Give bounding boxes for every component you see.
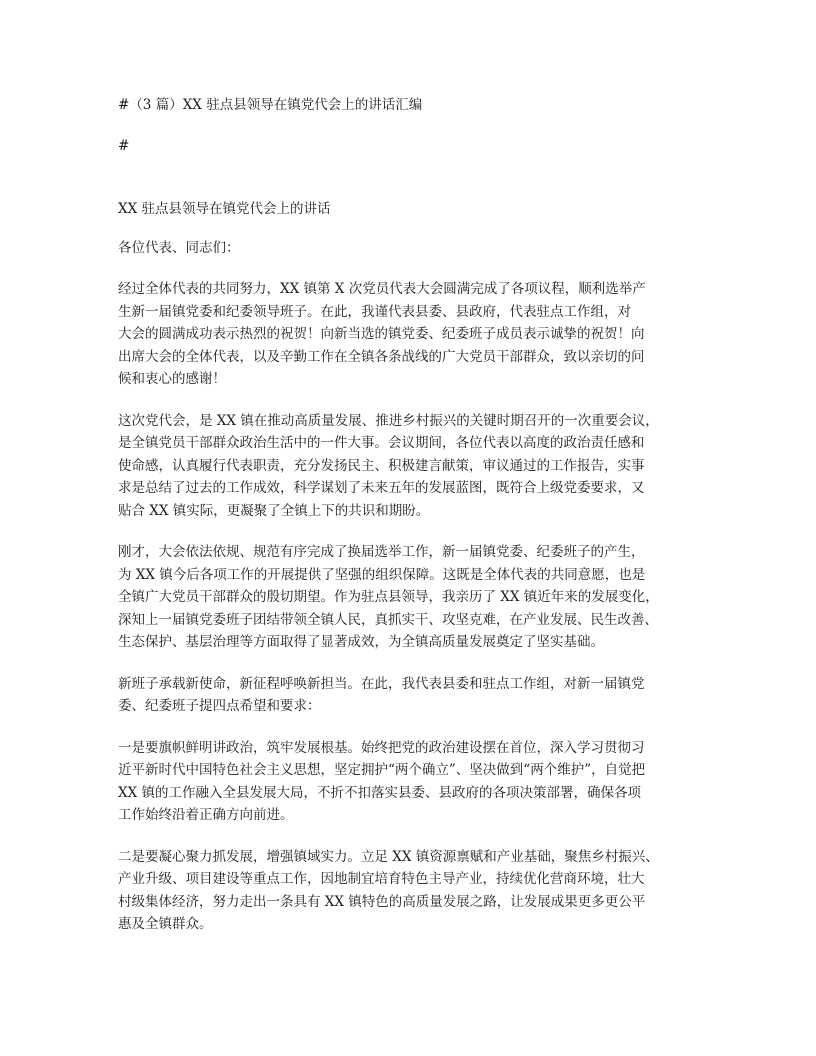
paragraph-line: 是全镇党员干部群众政治生活中的一件大事。会议期间，各位代表以高度的政治责任感和 bbox=[118, 435, 645, 451]
paragraph bbox=[118, 846, 700, 936]
paragraph-line: 生新一届镇党委和纪委领导班子。在此，我谨代表县委、县政府，代表驻点工作组，对 bbox=[118, 303, 631, 320]
paragraph-line: 刚才，大会依法依规、规范有序完成了换届选举工作，新一届镇党委、纪委班子的产生， bbox=[118, 544, 645, 560]
paragraph-line: 二是要凝心聚力抓发展，增强镇域实力。立足 XX 镇资源禀赋和产业基础，聚焦乡村振兴、 bbox=[118, 848, 659, 865]
paragraph-line: 经过全体代表的共同努力，XX 镇第 X 次党员代表大会圆满完成了各项议程，顺利选举产 bbox=[118, 281, 646, 297]
hash-marker: # bbox=[118, 137, 130, 154]
paragraph bbox=[118, 410, 700, 523]
paragraph-line: 产业升级、项目建设等重点工作，因地制宜培育特色主导产业，持续优化营商环境，壮大 bbox=[118, 871, 645, 887]
paragraph bbox=[118, 278, 700, 391]
paragraph bbox=[118, 737, 700, 827]
paragraph-line: 为 XX 镇今后各项工作的开展提供了坚强的组织保障。这既是全体代表的共同意愿，也是 bbox=[118, 566, 646, 583]
paragraph-line: 出席大会的全体代表，以及辛勤工作在全镇各条战线的广大党员干部群众，致以亲切的问 bbox=[118, 348, 645, 365]
greeting: 各位代表、同志们： bbox=[118, 239, 240, 256]
paragraph-line: 这次党代会，是 XX 镇在推动高质量发展、推进乡村振兴的关键时期召开的一次重要会议， bbox=[118, 412, 659, 429]
paragraph-line: 贴合 XX 镇实际，更凝聚了全镇上下的共识和期盼。 bbox=[118, 502, 430, 519]
paragraph-line: 村级集体经济，努力走出一条具有 XX 镇特色的高质量发展之路，让发展成果更多更公平 bbox=[118, 893, 646, 910]
document-title: #（3 篇）XX 驻点县领导在镇党代会上的讲话汇编 bbox=[118, 97, 423, 113]
paragraph-line: 全镇广大党员干部群众的殷切期望。作为驻点县领导，我亲历了 XX 镇近年来的发展变化， bbox=[118, 589, 659, 605]
paragraph-line: 候和衷心的感谢！ bbox=[118, 371, 226, 387]
paragraph-line: 工作始终沿着正确方向前进。 bbox=[118, 807, 294, 823]
paragraph-line: 惠及全镇群众。 bbox=[118, 916, 213, 932]
speech-title: XX 驻点县领导在镇党代会上的讲话 bbox=[118, 201, 331, 217]
paragraph bbox=[118, 673, 700, 718]
paragraph bbox=[118, 541, 700, 654]
paragraph-line: 深知上一届镇党委班子团结带领全镇人民，真抓实干、攻坚克难，在产业发展、民生改善、 bbox=[118, 611, 658, 628]
paragraph-line: 新班子承载新使命，新征程呼唤新担当。在此，我代表县委和驻点工作组，对新一届镇党 bbox=[118, 675, 645, 692]
paragraph-line: 大会的圆满成功表示热烈的祝贺！向新当选的镇党委、纪委班子成员表示诚挚的祝贺！向 bbox=[118, 326, 645, 342]
paragraph-line: 求是总结了过去的工作成效，科学谋划了未来五年的发展蓝图，既符合上级党委要求，又 bbox=[118, 480, 645, 496]
paragraph-line: 委、纪委班子提四点希望和要求： bbox=[118, 698, 321, 714]
paragraph-line: 生态保护、基层治理等方面取得了显著成效，为全镇高质量发展奠定了坚实基础。 bbox=[118, 634, 604, 650]
document-page bbox=[118, 94, 700, 936]
paragraph-line: 一是要旗帜鲜明讲政治，筑牢发展根基。始终把党的政治建设摆在首位，深入学习贯彻习 bbox=[118, 739, 645, 756]
paragraph-line: 近平新时代中国特色社会主义思想，坚定拥护“两个确立”、坚决做到“两个维护”，自觉把 bbox=[118, 762, 646, 778]
paragraph-line: XX 镇的工作融入全县发展大局，不折不扣落实县委、县政府的各项决策部署，确保各项 bbox=[118, 784, 642, 801]
paragraph-line: 使命感，认真履行代表职责，充分发扬民主、积极建言献策，审议通过的工作报告，实事 bbox=[118, 457, 645, 474]
